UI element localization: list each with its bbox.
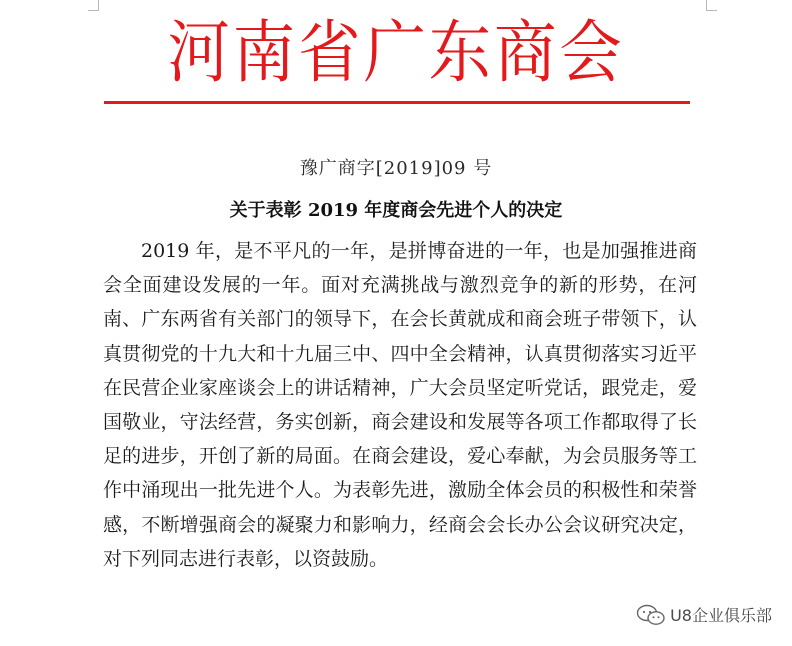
watermark xyxy=(636,603,772,626)
document-body: 2019 年，是不平凡的一年，是拼博奋进的一年，也是加强推进商会全面建设发展的一年。面对充满挑战与激烈竞争的新的形势，在河南、广东两省有关部门的领导下，在会长黄就成和商会班子带领下，认真贯彻党的十九大和十九届三中、四中全会精神，认真贯彻落实习近平在民营企业家座谈会上的讲话精神，广大会员坚定听党话，跟党走，爱国敬业，守法经营，务实创新，商会建设和发展等各项工作都取得了长足的进步，开创了新的局面。在商会建设，爱心奉献，为会员服务等工作中涌现出一批先进个人。为表彰先进，激励全体会员的积极性和荣誉感，不断增强商会的凝聚力和影响力，经商会会长办公会议研究决定，对下列同志进行表彰，以资鼓励。 xyxy=(103,240,697,570)
letterhead-title: 河南省广东商会 xyxy=(167,14,625,93)
wechat-icon xyxy=(636,604,666,626)
watermark-text: U8企业俱乐部 xyxy=(670,606,772,625)
document-heading: 关于表彰 2019 年度商会先进个人的决定 xyxy=(229,200,563,221)
document-number: 豫广商字[2019]09 号 xyxy=(299,158,493,179)
crop-mark-top-right xyxy=(706,0,717,11)
letterhead-divider xyxy=(104,101,690,104)
crop-mark-top-left xyxy=(88,0,99,11)
